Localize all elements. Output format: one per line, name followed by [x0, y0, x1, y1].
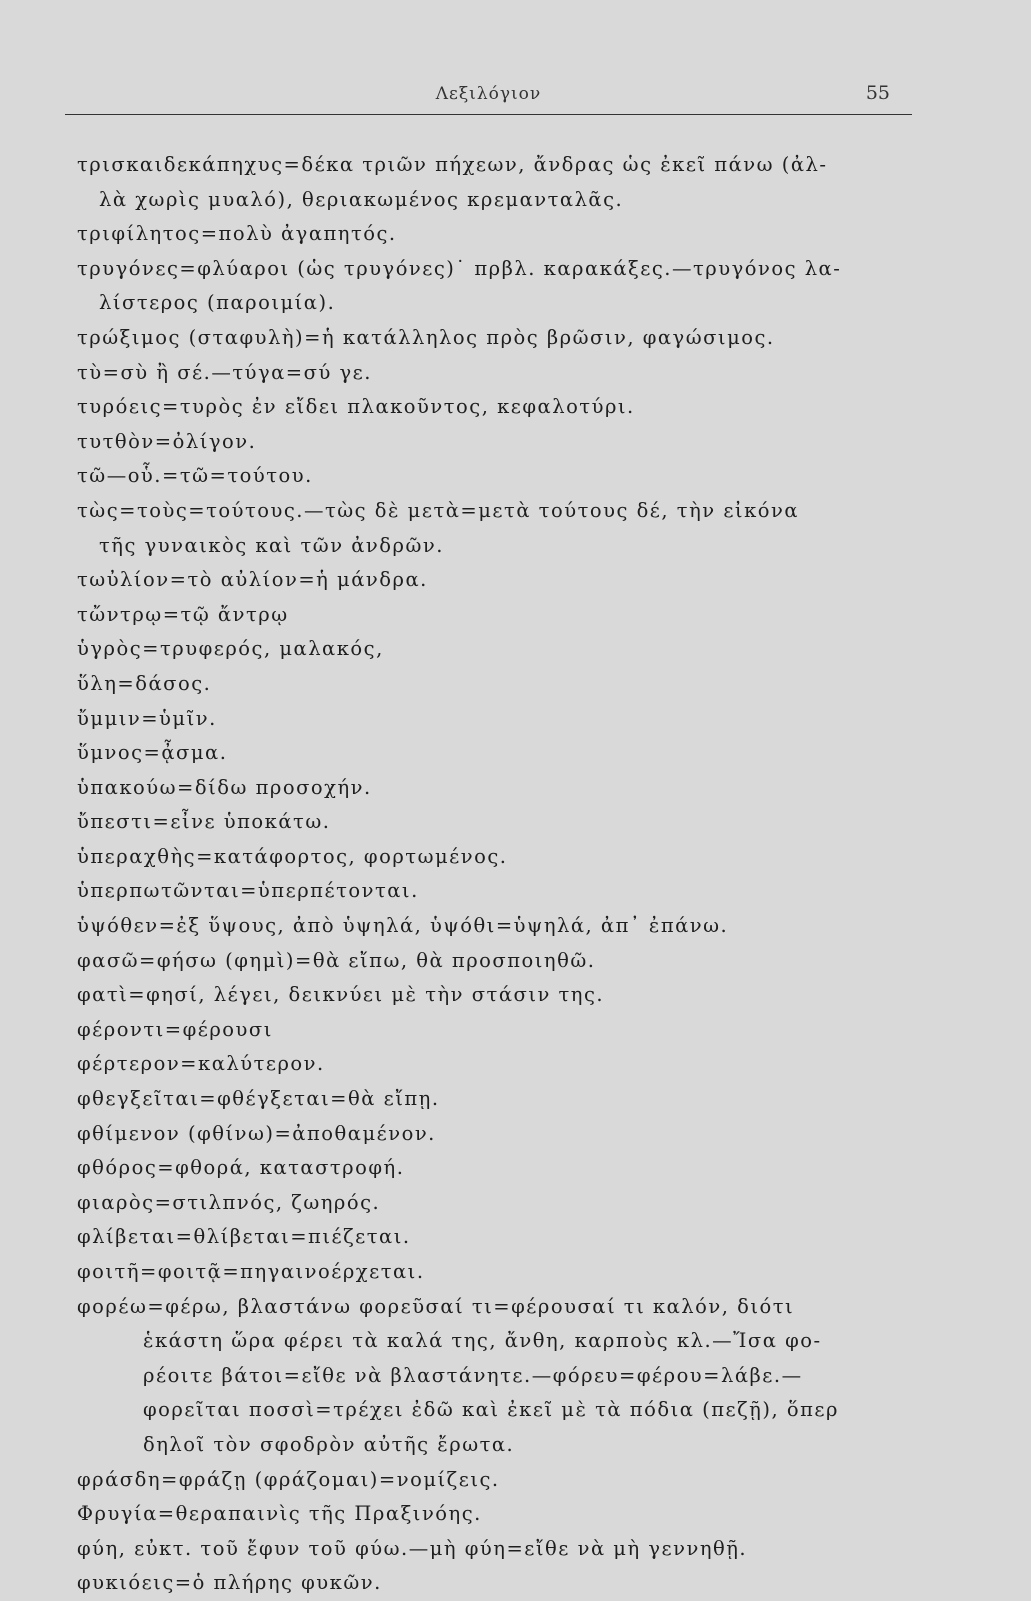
page-number: 55 [865, 82, 890, 104]
glossary-entry [77, 148, 927, 217]
glossary-entry [77, 1082, 927, 1117]
glossary-entry [77, 805, 927, 840]
glossary-entry [77, 1290, 927, 1463]
glossary-entry [77, 978, 927, 1013]
entry-text: φθίμενον (φθίνω)=ἀποθαμένον. [77, 1121, 436, 1145]
glossary-entry [77, 217, 927, 252]
entry-text: φθόρος=φθορά, καταστροφή. [77, 1156, 405, 1180]
entry-text: φέρτερον=καλύτερον. [77, 1052, 325, 1076]
entry-text: τῶ—οὗ.=τῶ=τούτου. [77, 464, 313, 488]
glossary-entry [77, 1186, 927, 1221]
entry-text: φοιτῆ=φοιτᾷ=πηγαινοέρχεται. [77, 1260, 425, 1283]
glossary-entry [77, 1220, 927, 1255]
glossary-entry [77, 1497, 927, 1532]
entry-text: ὑπακούω=δίδω προσοχήν. [77, 775, 372, 799]
entry-text: φέροντι=φέρουσι [77, 1017, 273, 1041]
glossary-entry [77, 909, 927, 944]
glossary-entries [77, 148, 927, 1601]
glossary-entry [77, 598, 927, 633]
entry-text: τριφίλητος=πολὺ ἀγαπητός. [77, 222, 397, 246]
glossary-entry [77, 425, 927, 460]
glossary-entry [77, 632, 927, 667]
entry-text: τυτθὸν=ὀλίγον. [77, 429, 257, 453]
entry-text: φιαρὸς=στιλπνός, ζωηρός. [77, 1190, 381, 1214]
entry-text: ὕλη=δάσος. [77, 671, 212, 695]
glossary-entry [77, 252, 927, 321]
entry-text: τὼς=τοὺς=τούτους.—τὼς δὲ μετὰ=μετὰ τούτους δέ, τὴν εἰκόνα [77, 498, 800, 522]
entry-text: τωὐλίον=τὸ αὐλίον=ἡ μάνδρα. [77, 568, 428, 592]
entry-continuation: τῆς γυναικὸς καὶ τῶν ἀνδρῶν. [99, 533, 444, 557]
entry-continuation: λὰ χωρὶς μυαλό), θεριακωμένος κρεμανταλᾶς. [99, 187, 624, 211]
entry-text: τὤντρῳ=τῷ ἄντρῳ [77, 602, 289, 626]
glossary-entry [77, 459, 927, 494]
glossary-entry [77, 1047, 927, 1082]
entry-text: ὔμμιν=ὑμῖν. [77, 706, 217, 730]
glossary-entry [77, 494, 927, 563]
glossary-entry [77, 1566, 927, 1601]
entry-text: φράσδη=φράζῃ (φράζομαι)=νομίζεις. [77, 1467, 500, 1491]
glossary-entry [77, 840, 927, 875]
glossary-entry [77, 1151, 927, 1186]
glossary-entry [77, 563, 927, 598]
entry-text: φθεγξεῖται=φθέγξεται=θὰ εἴπῃ. [77, 1087, 440, 1111]
entry-text: φύη, εὐκτ. τοῦ ἔφυν τοῦ φύω.—μὴ φύη=εἴθε νὰ μὴ γεννηθῇ. [77, 1536, 748, 1560]
entry-text: τρυγόνες=φλύαροι (ὡς τρυγόνες)˙ πρβλ. καρακάξες.—τρυγόνος λα- [77, 256, 842, 280]
entry-text: τρισκαιδεκάπηχυς=δέκα τριῶν πήχεων, ἄνδρας ὡς ἐκεῖ πάνω (ἀλ- [77, 153, 828, 176]
entry-text: φυκιόεις=ὁ πλήρης φυκῶν. [77, 1571, 382, 1595]
glossary-entry [77, 702, 927, 737]
glossary-entry [77, 1463, 927, 1498]
entry-continuation: φορεῖται ποσσὶ=τρέχει ἐδῶ καὶ ἐκεῖ μὲ τὰ πόδια (πεζῇ), ὅπερ [143, 1398, 839, 1422]
page-header [65, 78, 912, 115]
glossary-entry [77, 390, 927, 425]
entry-text: ὕμνος=ᾆσμα. [77, 741, 228, 765]
glossary-entry [77, 874, 927, 909]
entry-text: ὑγρὸς=τρυφερός, μαλακός, [77, 637, 384, 661]
entry-text: τρώξιμος (σταφυλὴ)=ἡ κατάλληλος πρὸς βρῶσιν, φαγώσιμος. [77, 325, 775, 349]
entry-continuation: λίστερος (παροιμία). [99, 291, 336, 315]
glossary-entry [77, 1532, 927, 1567]
glossary-entry [77, 1013, 927, 1048]
glossary-entry [77, 667, 927, 702]
entry-continuation: ἑκάστη ὥρα φέρει τὰ καλά της, ἄνθη, καρποὺς κλ.—Ἴσα φο- [143, 1329, 822, 1353]
entry-text: ὑπερπωτῶνται=ὑπερπέτονται. [77, 879, 419, 903]
entry-text: φορέω=φέρω, βλαστάνω φορεῦσαί τι=φέρουσαί τι καλόν, διότι [77, 1294, 795, 1318]
entry-text: τὺ=σὺ ἢ σέ.—τύγα=σύ γε. [77, 360, 372, 384]
entry-text: τυρόεις=τυρὸς ἐν εἴδει πλακοῦντος, κεφαλοτύρι. [77, 395, 635, 419]
glossary-entry [77, 1255, 927, 1290]
entry-continuation: ρέοιτε βάτοι=εἴθε νὰ βλαστάνητε.—φόρευ=φέρου=λάβε.— [143, 1363, 803, 1387]
glossary-entry [77, 356, 927, 391]
entry-text: φατὶ=φησί, λέγει, δεικνύει μὲ τὴν στάσιν της. [77, 983, 605, 1007]
entry-continuation: δηλοῖ τὸν σφοδρὸν αὐτῆς ἔρωτα. [143, 1432, 515, 1456]
running-title: Λεξιλόγιον [435, 84, 542, 104]
entry-text: φλίβεται=θλίβεται=πιέζεται. [77, 1225, 411, 1249]
entry-text: ὔπεστι=εἶνε ὑποκάτω. [77, 810, 331, 834]
glossary-entry [77, 1117, 927, 1152]
glossary-entry [77, 771, 927, 806]
entry-text: ὑπεραχθὴς=κατάφορτος, φορτωμένος. [77, 844, 508, 868]
glossary-entry [77, 944, 927, 979]
entry-text: φασῶ=φήσω (φημὶ)=θὰ εἴπω, θὰ προσποιηθῶ. [77, 948, 596, 972]
entry-text: Φρυγία=θεραπαινὶς τῆς Πραξινόης. [77, 1502, 482, 1526]
glossary-entry [77, 736, 927, 771]
entry-text: ὑψόθεν=ἐξ ὕψους, ἀπὸ ὑψηλά, ὑψόθι=ὑψηλά, ἀπ᾿ ἐπάνω. [77, 914, 729, 938]
glossary-entry [77, 321, 927, 356]
